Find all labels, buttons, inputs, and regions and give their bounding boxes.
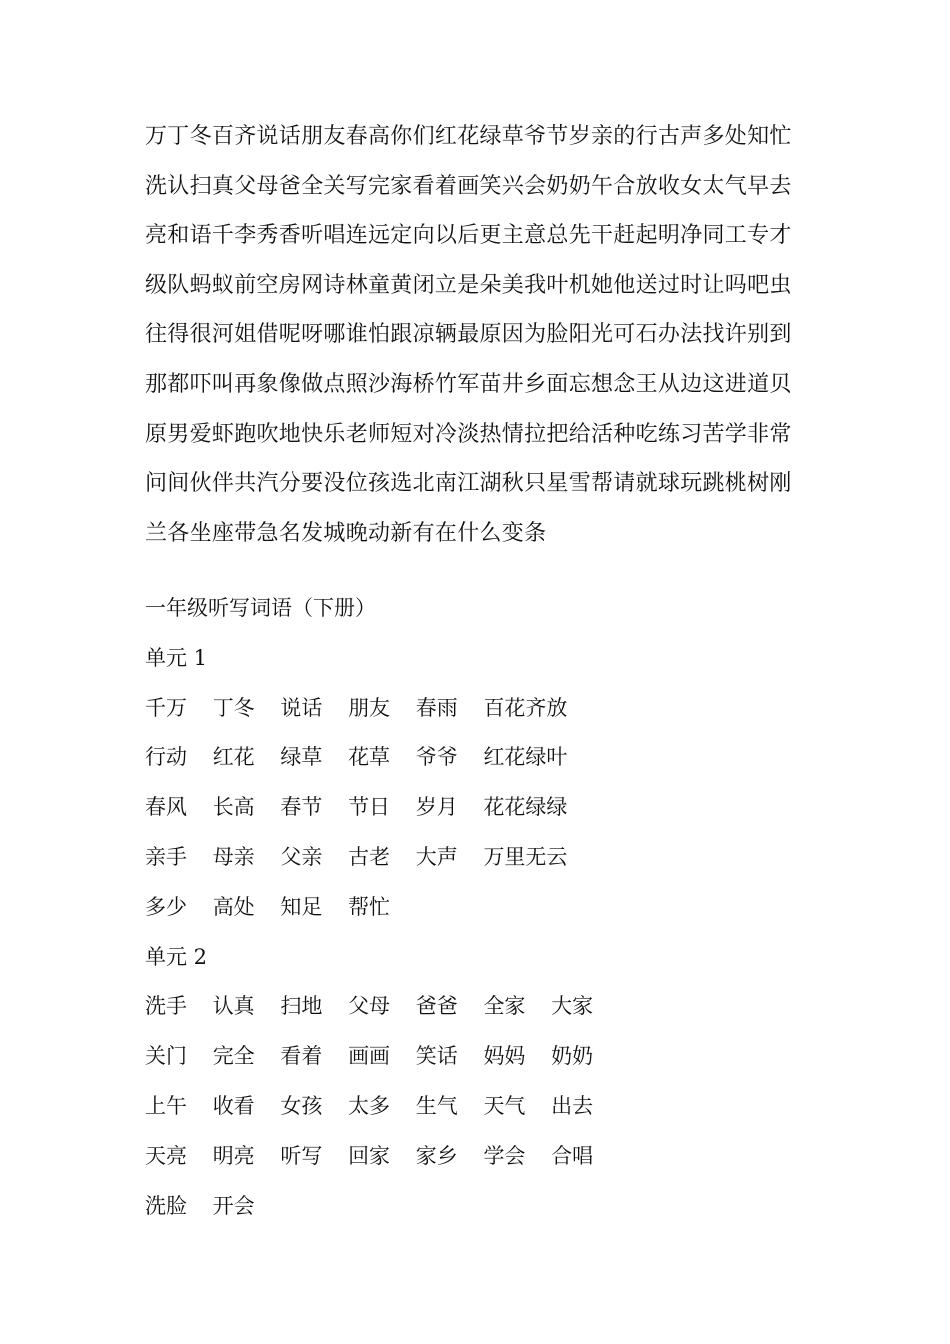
- character-line: 洗认扫真父母爸全关写完家看着画笑兴会奶奶午合放收女太气早去: [145, 173, 792, 199]
- word: 学会: [483, 1143, 526, 1168]
- word: 万里无云: [483, 844, 568, 869]
- character-line: 那都吓叫再象像做点照沙海桥竹军苗井乡面忘想念王从边这进道贝: [145, 371, 792, 397]
- character-line: 万丁冬百齐说话朋友春高你们红花绿草爷节岁亲的行古声多处知忙: [145, 124, 792, 149]
- word: 高处: [212, 894, 255, 919]
- word: 岁月: [415, 795, 458, 820]
- unit-label: 单元 1: [145, 645, 208, 670]
- word: 认真: [212, 994, 255, 1019]
- word: 长高: [212, 795, 255, 820]
- word-row: [145, 837, 825, 887]
- word-row: [145, 1186, 825, 1236]
- word: 回家: [348, 1143, 391, 1168]
- character-line: 兰各坐座带急名发城晚动新有在什么变条: [145, 520, 547, 546]
- character-line: 往得很河姐借呢呀哪谁怕跟凉辆最原因为脸阳光可石办法找许别到: [145, 322, 792, 348]
- word: 大声: [415, 844, 458, 869]
- word-row: [145, 787, 825, 837]
- word: 听写: [280, 1143, 323, 1168]
- word: 爸爸: [415, 994, 458, 1019]
- word: 千万: [145, 695, 187, 720]
- word: 妈妈: [483, 1044, 526, 1069]
- character-line: 原男爱虾跑吹地快乐老师短对冷淡热情拉把给活种吃练习苦学非常: [145, 421, 792, 447]
- word: 父亲: [280, 844, 323, 869]
- word: 春雨: [415, 695, 458, 720]
- word: 爷爷: [415, 745, 458, 770]
- word: 合唱: [551, 1143, 594, 1168]
- word: 天气: [483, 1093, 526, 1118]
- word-row: [145, 1086, 825, 1136]
- word: 收看: [212, 1093, 255, 1118]
- word: 完全: [212, 1044, 255, 1069]
- word: 春节: [280, 795, 323, 820]
- word: 出去: [551, 1093, 594, 1118]
- word: 亲手: [145, 844, 187, 869]
- word: 画画: [348, 1044, 391, 1069]
- character-line: 问间伙伴共汽分要没位孩选北南江湖秋只星雪帮请就球玩跳桃树刚: [145, 471, 792, 497]
- word: 帮忙: [348, 894, 391, 919]
- word: 女孩: [280, 1093, 323, 1118]
- word: 全家: [483, 994, 526, 1019]
- word: 红花: [212, 745, 255, 770]
- word: 多少: [145, 894, 187, 919]
- word: 百花齐放: [483, 695, 568, 720]
- word: 花草: [348, 745, 391, 770]
- word: 行动: [145, 745, 187, 770]
- word-row: [145, 1036, 825, 1086]
- word-row: [145, 1136, 825, 1186]
- word: 洗脸: [145, 1193, 187, 1218]
- word: 太多: [348, 1093, 391, 1118]
- word: 生气: [415, 1093, 458, 1118]
- word: 洗手: [145, 994, 187, 1019]
- word: 奶奶: [551, 1044, 594, 1069]
- word: 上午: [145, 1093, 187, 1118]
- word: 大家: [551, 994, 594, 1019]
- word: 花花绿绿: [483, 795, 568, 820]
- word: 关门: [145, 1044, 187, 1069]
- word-row: [145, 737, 825, 787]
- character-line: 级队蚂蚁前空房网诗林童黄闭立是朵美我叶机她他送过时让吗吧虫: [145, 272, 792, 298]
- word: 说话: [280, 695, 323, 720]
- word: 天亮: [145, 1143, 187, 1168]
- word: 母亲: [212, 844, 255, 869]
- word: 古老: [348, 844, 391, 869]
- word: 朋友: [348, 695, 391, 720]
- word: 家乡: [415, 1143, 458, 1168]
- word: 笑话: [415, 1044, 458, 1069]
- section-title: 一年级听写词语（下册）: [145, 596, 376, 620]
- word: 父母: [348, 994, 391, 1019]
- word: 红花绿叶: [483, 745, 568, 770]
- word: 扫地: [280, 994, 323, 1019]
- word: 开会: [212, 1193, 255, 1218]
- character-list: [145, 117, 825, 563]
- character-line: 亮和语千李秀香听唱连远定向以后更主意总先干赶起明净同工专才: [145, 223, 792, 249]
- word: 丁冬: [212, 695, 255, 720]
- word-row: [145, 887, 825, 937]
- word-row: [145, 688, 825, 738]
- vocabulary-section: [145, 588, 825, 1235]
- word: 看着: [280, 1044, 323, 1069]
- word: 知足: [280, 894, 323, 919]
- word: 春风: [145, 795, 187, 820]
- word: 节日: [348, 795, 391, 820]
- unit-label: 单元 2: [145, 944, 208, 969]
- word-row: [145, 986, 825, 1036]
- word: 明亮: [212, 1143, 255, 1168]
- word: 绿草: [280, 745, 323, 770]
